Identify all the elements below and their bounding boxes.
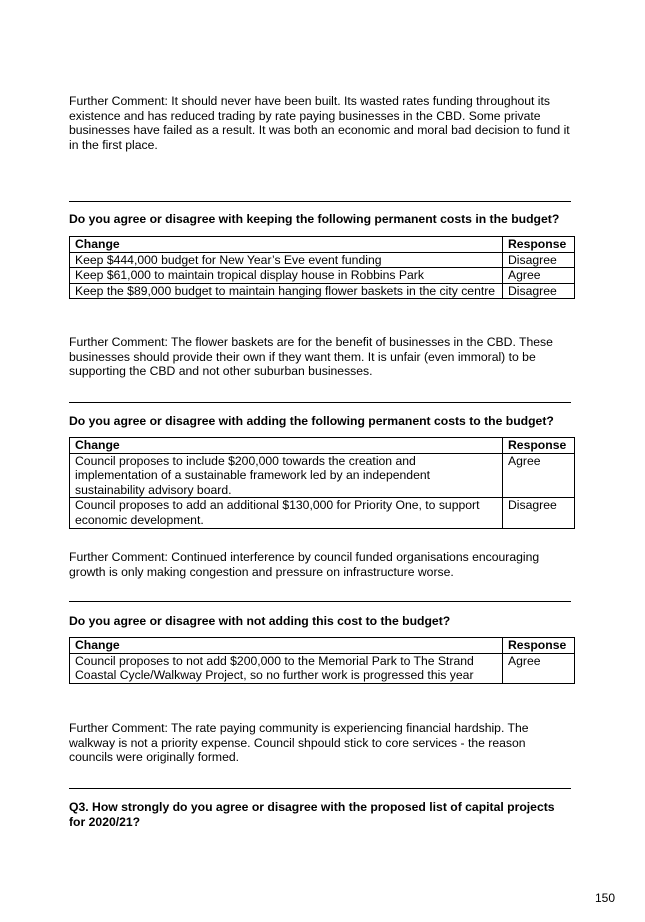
response-table <box>69 236 575 299</box>
question-heading: Do you agree or disagree with not adding this cost to the budget? <box>69 614 451 628</box>
q3-heading: Q3. How strongly do you agree or disagree with the proposed list of capital projects for 2020/21? <box>69 800 555 829</box>
change-cell: Keep the $89,000 budget to maintain hanging flower baskets in the city centre <box>70 283 503 299</box>
section-divider <box>69 402 571 403</box>
change-cell: Keep $61,000 to maintain tropical display house in Robbins Park <box>70 268 503 284</box>
table-row <box>70 283 575 299</box>
response-cell: Agree <box>503 268 575 284</box>
change-cell: Council proposes to not add $200,000 to the Memorial Park to The Strand Coastal Cycle/Walkway Project, so no further work is progressed this year <box>70 653 503 683</box>
response-cell: Disagree <box>503 252 575 268</box>
change-cell: Keep $444,000 budget for New Year’s Eve event funding <box>70 252 503 268</box>
response-cell: Disagree <box>503 498 575 528</box>
page-number: 150 <box>594 891 615 905</box>
table-row <box>70 498 575 528</box>
table-row <box>70 252 575 268</box>
table-header-row <box>70 237 575 253</box>
section-divider <box>69 201 571 202</box>
header-response: Response <box>503 638 575 654</box>
header-response: Response <box>503 438 575 454</box>
change-cell: Council proposes to include $200,000 towards the creation and implementation of a sustainable framework led by an independent sustainability advisory board. <box>70 453 503 498</box>
question-heading: Do you agree or disagree with keeping the following permanent costs in the budget? <box>69 212 560 226</box>
response-table <box>69 437 575 529</box>
section-divider <box>69 601 571 602</box>
further-comment: Further Comment: The flower baskets are for the benefit of businesses in the CBD. These businesses should provide their own if they want them. It is unfair (even immoral) to be supporting the CBD and not other suburban businesses. <box>69 335 553 379</box>
change-cell: Council proposes to add an additional $130,000 for Priority One, to support economic development. <box>70 498 503 528</box>
header-change: Change <box>70 237 503 253</box>
table-header-row <box>70 638 575 654</box>
further-comment: Further Comment: It should never have been built. Its wasted rates funding throughout its existence and has reduced trading by rate paying businesses in the CBD. Some private businesses have failed as a result. It was both an economic and moral bad decision to fund it in the first place. <box>69 94 570 152</box>
header-response: Response <box>503 237 575 253</box>
header-change: Change <box>70 438 503 454</box>
response-table <box>69 637 575 684</box>
table-row <box>70 453 575 498</box>
section-divider <box>69 788 571 789</box>
header-change: Change <box>70 638 503 654</box>
table-row <box>70 653 575 683</box>
table-row <box>70 268 575 284</box>
response-cell: Agree <box>503 453 575 498</box>
further-comment: Further Comment: The rate paying community is experiencing financial hardship. The walkway is not a priority expense. Council shpould stick to core services - the reason councils were originally formed. <box>69 721 529 765</box>
response-cell: Disagree <box>503 283 575 299</box>
table-header-row <box>70 438 575 454</box>
question-heading: Do you agree or disagree with adding the following permanent costs to the budget? <box>69 414 554 428</box>
response-cell: Agree <box>503 653 575 683</box>
further-comment: Further Comment: Continued interference by council funded organisations encouraging growth is only making congestion and pressure on infrastructure worse. <box>69 550 540 579</box>
